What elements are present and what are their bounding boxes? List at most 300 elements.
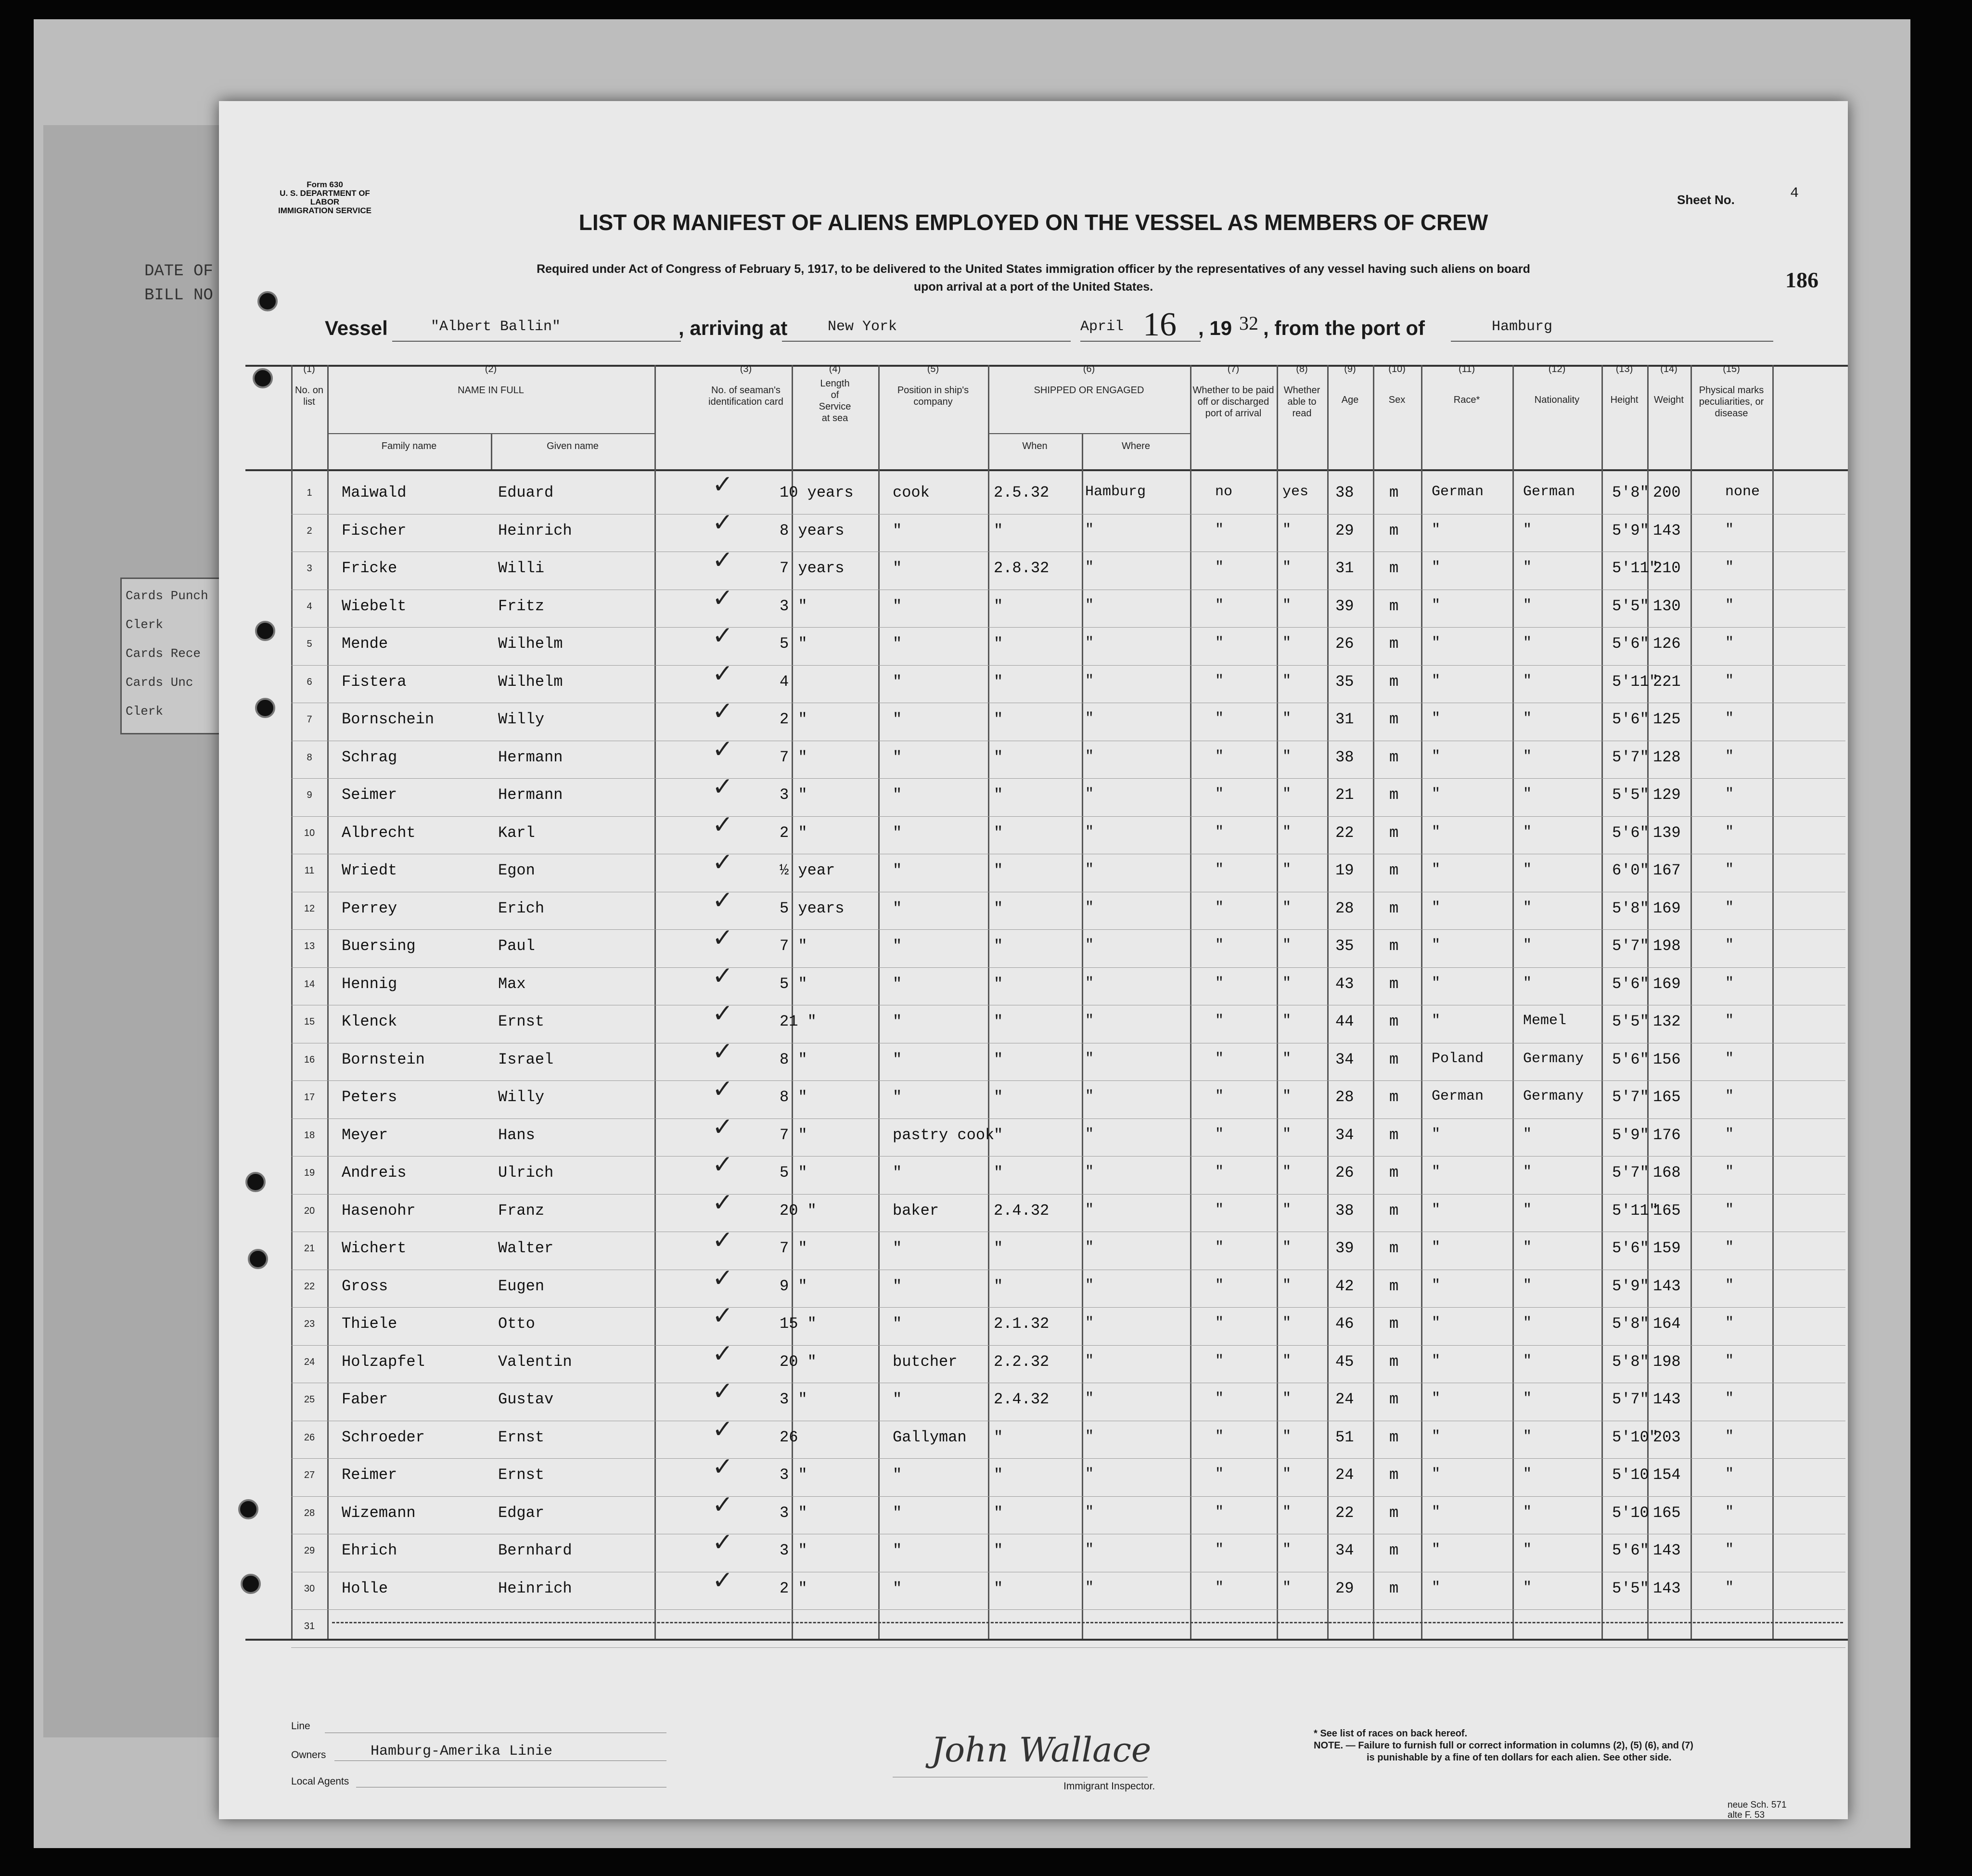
cell-nat: " [1523, 975, 1532, 991]
cell-given: Ernst [498, 1428, 545, 1446]
col-service-header [792, 363, 878, 424]
col-number: (11) [1458, 364, 1475, 374]
cell-family: Hennig [342, 975, 397, 993]
cell-read: " [1282, 710, 1292, 727]
cell-position: " [893, 1466, 902, 1484]
row-number: 11 [304, 865, 315, 876]
cell-height: 5'5" [1612, 597, 1649, 615]
cell-age: 19 [1335, 861, 1354, 879]
check-mark: ✓ [712, 810, 733, 839]
cell-read: " [1282, 1503, 1292, 1520]
row-number: 2 [307, 525, 312, 536]
cell-race: " [1432, 937, 1441, 953]
cell-when: " [994, 1277, 1003, 1295]
cell-weight: 139 [1653, 823, 1681, 842]
cell-position: " [893, 1503, 902, 1522]
cell-height: 5'5" [1612, 1013, 1649, 1030]
punch-hole [248, 1249, 268, 1269]
cell-family: Ehrich [342, 1542, 397, 1559]
cards-stamp-line: Cards Punch [126, 589, 208, 603]
cell-height: 5'5" [1612, 786, 1649, 804]
cell-nat: " [1523, 1352, 1532, 1369]
column-divider [1512, 365, 1514, 1639]
cell-sex: m [1389, 1239, 1399, 1257]
vessel-label: Vessel [325, 317, 388, 339]
cell-height: 5'6" [1612, 823, 1649, 842]
row-number: 3 [307, 563, 312, 574]
cell-given: Bernhard [498, 1542, 572, 1559]
cell-given: Heinrich [498, 1579, 572, 1597]
cell-where: " [1085, 710, 1094, 727]
cell-service: 7 " [780, 937, 807, 955]
cell-weight: 129 [1653, 786, 1681, 804]
cell-height: 5'11" [1612, 672, 1659, 691]
col-when: When [1022, 441, 1048, 451]
check-mark: ✓ [712, 773, 733, 801]
col-no-header [291, 363, 327, 408]
cell-position: " [893, 635, 902, 653]
cell-age: 38 [1335, 748, 1354, 766]
cell-given: Max [498, 975, 526, 993]
cell-family: Albrecht [342, 823, 416, 842]
cell-family: Wizemann [342, 1503, 416, 1522]
column-divider [1772, 365, 1774, 1639]
col-label: SHIPPED OR ENGAGED [1034, 385, 1144, 396]
cell-where: " [1085, 1013, 1094, 1029]
cell-age: 43 [1335, 975, 1354, 993]
row-rule [291, 1080, 1845, 1081]
cell-given: Valentin [498, 1352, 572, 1371]
cell-where: " [1085, 1050, 1094, 1067]
cards-stamp-line: Clerk [126, 617, 164, 632]
cell-marks: " [1725, 672, 1734, 689]
row-rule [291, 778, 1845, 779]
cell-marks: " [1725, 635, 1734, 651]
check-mark: ✓ [712, 1037, 733, 1066]
cell-position: butcher [893, 1352, 958, 1371]
cell-family: Wichert [342, 1239, 407, 1257]
cell-paid: " [1215, 710, 1224, 727]
departure-line [1451, 341, 1773, 342]
cell-nat: " [1523, 1503, 1532, 1520]
cell-marks: " [1725, 861, 1734, 878]
col-paid-header [1190, 363, 1277, 419]
punch-hole [238, 1499, 258, 1519]
race-note: * See list of races on back hereof. [1314, 1728, 1468, 1739]
cell-service: 3 " [780, 1542, 807, 1559]
cell-where: " [1085, 1352, 1094, 1369]
cell-age: 22 [1335, 823, 1354, 842]
cell-position: " [893, 672, 902, 691]
cell-given: Walter [498, 1239, 554, 1257]
check-mark: ✓ [712, 1226, 733, 1254]
cell-where: " [1085, 1542, 1094, 1558]
cell-service: 2 " [780, 1579, 807, 1597]
cell-where: " [1085, 1201, 1094, 1218]
cell-service: 5 " [780, 1164, 807, 1182]
cell-marks: " [1725, 1277, 1734, 1294]
cell-age: 29 [1335, 1579, 1354, 1597]
cell-height: 5'6" [1612, 975, 1649, 993]
cell-where: " [1085, 937, 1094, 953]
check-mark: ✓ [712, 924, 733, 952]
row-number: 17 [304, 1092, 315, 1103]
cell-paid: " [1215, 635, 1224, 651]
from-label: , from the port of [1263, 317, 1425, 339]
cell-age: 39 [1335, 1239, 1354, 1257]
cell-nat: " [1523, 1277, 1532, 1294]
cell-weight: 200 [1653, 484, 1681, 501]
cell-height: 5'9" [1612, 1277, 1649, 1295]
col-position-header [878, 363, 988, 408]
cell-sex: m [1389, 1428, 1399, 1446]
cell-height: 5'7" [1612, 1390, 1649, 1408]
cell-weight: 169 [1653, 975, 1681, 993]
cell-when: " [994, 1239, 1003, 1257]
cell-given: Wilhelm [498, 635, 563, 653]
cell-position: pastry cook [893, 1126, 995, 1144]
cell-where: " [1085, 899, 1094, 916]
cell-position: " [893, 1013, 902, 1030]
owners-value: Hamburg-Amerika Linie [371, 1743, 553, 1760]
vessel-name: "Albert Ballin" [431, 319, 561, 335]
cell-read: " [1282, 1277, 1292, 1294]
cell-race: " [1432, 1277, 1441, 1294]
cell-position: " [893, 786, 902, 804]
row-rule [291, 1194, 1845, 1195]
cell-service: 5 " [780, 635, 807, 653]
cell-position: " [893, 521, 902, 540]
cell-marks: none [1725, 484, 1760, 500]
cell-read: " [1282, 1013, 1292, 1029]
cell-race: " [1432, 823, 1441, 840]
cell-position: " [893, 899, 902, 917]
cell-nat: " [1523, 786, 1532, 802]
cell-position: cook [893, 484, 930, 501]
cell-age: 21 [1335, 786, 1354, 804]
cell-nat: German [1523, 484, 1575, 500]
cell-given: Erich [498, 899, 545, 917]
row-rule [291, 665, 1845, 666]
vessel-line [392, 341, 681, 342]
cell-family: Faber [342, 1390, 388, 1408]
cell-nat: " [1523, 1239, 1532, 1256]
cell-service: 3 " [780, 1503, 807, 1522]
cell-race: " [1432, 975, 1441, 991]
cell-paid: " [1215, 1503, 1224, 1520]
cell-service: 8 years [780, 521, 845, 540]
row-number: 22 [304, 1281, 315, 1292]
cell-service: 4 [780, 672, 789, 691]
sheet-no-label: Sheet No. [1677, 193, 1735, 207]
cell-read: " [1282, 1315, 1292, 1331]
cell-height: 5'8" [1612, 899, 1649, 917]
cell-position: " [893, 1390, 902, 1408]
cell-nat: Germany [1523, 1088, 1584, 1105]
cell-family: Hasenohr [342, 1201, 416, 1220]
cell-when: " [994, 1466, 1003, 1484]
cell-given: Wilhelm [498, 672, 563, 691]
cell-marks: " [1725, 899, 1734, 916]
cell-weight: 176 [1653, 1126, 1681, 1144]
cell-read: " [1282, 597, 1292, 614]
col-number: (1) [303, 364, 315, 374]
cell-family: Maiwald [342, 484, 407, 501]
cell-position: " [893, 1277, 902, 1295]
cell-read: " [1282, 937, 1292, 953]
cell-age: 22 [1335, 1503, 1354, 1522]
row-number: 27 [304, 1470, 315, 1480]
cell-age: 46 [1335, 1315, 1354, 1333]
cell-weight: 210 [1653, 559, 1681, 577]
cell-where: " [1085, 1239, 1094, 1256]
row-number: 26 [304, 1432, 315, 1443]
cell-paid: " [1215, 672, 1224, 689]
cell-given: Fritz [498, 597, 545, 615]
underlying-page-edge [43, 125, 245, 1737]
row-rule [291, 816, 1845, 817]
fine-note: NOTE. — Failure to furnish full or correct information in columns (2), (5) (6), and (7) [1314, 1740, 1693, 1751]
cell-position: " [893, 1164, 902, 1182]
arrival-day: 16 [1143, 306, 1177, 343]
cell-given: Ulrich [498, 1164, 554, 1182]
agents-label: Local Agents [291, 1776, 349, 1787]
cell-marks: " [1725, 1428, 1734, 1445]
cell-nat: " [1523, 1315, 1532, 1331]
cell-when: " [994, 1428, 1003, 1446]
cell-height: 5'5" [1612, 1579, 1649, 1597]
cell-family: Bornstein [342, 1050, 425, 1068]
cell-family: Thiele [342, 1315, 397, 1333]
col-sex-header [1373, 363, 1421, 406]
cell-weight: 126 [1653, 635, 1681, 653]
form-subtitle-2: upon arrival at a port of the United States. [913, 280, 1153, 294]
cell-read: " [1282, 1352, 1292, 1369]
col-label: NAME IN FULL [458, 385, 524, 396]
cell-position: " [893, 1050, 902, 1068]
cell-position: " [893, 861, 902, 879]
check-mark: ✓ [712, 584, 733, 612]
cell-sex: m [1389, 899, 1399, 917]
row-number: 1 [307, 488, 312, 498]
col-label: Whether able to read [1283, 385, 1320, 419]
cell-race: Poland [1432, 1050, 1484, 1067]
cell-when: " [994, 672, 1003, 691]
cell-given: Ernst [498, 1013, 545, 1030]
cell-service: 15 " [780, 1315, 817, 1333]
cell-where: Hamburg [1085, 484, 1146, 500]
cell-given: Israel [498, 1050, 554, 1068]
cell-marks: " [1725, 1390, 1734, 1407]
cell-paid: " [1215, 861, 1224, 878]
cell-when: " [994, 975, 1003, 993]
cell-when: " [994, 1579, 1003, 1597]
arrival-month: April [1080, 319, 1124, 335]
cell-race: " [1432, 672, 1441, 689]
punch-hole [255, 698, 275, 718]
cell-sex: m [1389, 1315, 1399, 1333]
cell-family: Mende [342, 635, 388, 653]
cell-paid: " [1215, 748, 1224, 765]
cell-given: Willi [498, 559, 545, 577]
cell-when: " [994, 937, 1003, 955]
cell-weight: 128 [1653, 748, 1681, 766]
cell-weight: 165 [1653, 1503, 1681, 1522]
cell-paid: " [1215, 1013, 1224, 1029]
cell-when: " [994, 1542, 1003, 1559]
col-family-name: Family name [381, 441, 437, 451]
cell-marks: " [1725, 748, 1734, 765]
cell-nat: " [1523, 937, 1532, 953]
cell-family: Fricke [342, 559, 397, 577]
cell-weight: 156 [1653, 1050, 1681, 1068]
col-label: Length of Service at sea [819, 378, 851, 424]
form-subtitle: Required under Act of Congress of February 5, 1917, to be delivered to the United States immigration officer by the representatives of any vessel having such aliens on board [537, 262, 1530, 276]
cell-when: " [994, 521, 1003, 540]
cell-race: " [1432, 710, 1441, 727]
check-mark: ✓ [712, 659, 733, 688]
col-number: (6) [1083, 364, 1095, 374]
column-divider [792, 365, 793, 1639]
cell-read: " [1282, 559, 1292, 576]
cell-given: Hans [498, 1126, 535, 1144]
cell-service: 3 " [780, 1466, 807, 1484]
cell-paid: " [1215, 1050, 1224, 1067]
cell-read: " [1282, 899, 1292, 916]
cell-age: 34 [1335, 1050, 1354, 1068]
check-mark: ✓ [712, 622, 733, 650]
col-shipped-header [988, 363, 1190, 396]
cell-race: " [1432, 1352, 1441, 1369]
cell-nat: " [1523, 1164, 1532, 1180]
departure-port: Hamburg [1492, 319, 1553, 335]
cell-age: 28 [1335, 1088, 1354, 1106]
cell-race: " [1432, 1542, 1441, 1558]
cell-where: " [1085, 975, 1094, 991]
cell-where: " [1085, 1503, 1094, 1520]
cell-height: 5'9" [1612, 1126, 1649, 1144]
cell-read: " [1282, 1164, 1292, 1180]
column-divider [1647, 365, 1649, 1639]
cell-sex: m [1389, 1503, 1399, 1522]
cell-read: " [1282, 521, 1292, 538]
col-number: (2) [485, 364, 497, 374]
cell-sex: m [1389, 559, 1399, 577]
row-number: 7 [307, 714, 312, 725]
punch-hole [253, 368, 273, 388]
port-line [782, 341, 1071, 342]
cell-marks: " [1725, 1466, 1734, 1482]
cell-nat: " [1523, 559, 1532, 576]
row-number: 14 [304, 978, 315, 989]
row-number: 13 [304, 941, 315, 951]
row-number: 12 [304, 903, 315, 914]
cell-given: Karl [498, 823, 535, 842]
cell-height: 5'11" [1612, 559, 1659, 577]
cell-where: " [1085, 1088, 1094, 1105]
row-rule [291, 1496, 1845, 1497]
cell-when: " [994, 786, 1003, 804]
cell-service: 20 " [780, 1201, 817, 1220]
col-number: (3) [740, 364, 752, 374]
cell-paid: " [1215, 1315, 1224, 1331]
cell-when: " [994, 710, 1003, 728]
cell-marks: " [1725, 1315, 1734, 1331]
cell-weight: 168 [1653, 1164, 1681, 1182]
cell-when: 2.8.32 [994, 559, 1050, 577]
cell-where: " [1085, 786, 1094, 802]
row-rule [291, 1118, 1845, 1119]
row-rule [291, 1345, 1845, 1346]
cell-age: 34 [1335, 1542, 1354, 1559]
cell-where: " [1085, 1277, 1094, 1294]
cell-position: " [893, 1579, 902, 1597]
col-label: Physical marks peculiarities, or disease [1699, 385, 1764, 419]
cell-family: Holle [342, 1579, 388, 1597]
cell-sex: m [1389, 786, 1399, 804]
schedule-new: neue Sch. 571 [1728, 1800, 1787, 1810]
cell-nat: " [1523, 672, 1532, 689]
cell-paid: " [1215, 1579, 1224, 1596]
cell-nat: Memel [1523, 1013, 1567, 1029]
col-label: Nationality [1534, 395, 1580, 405]
cell-paid: " [1215, 1126, 1224, 1143]
cell-marks: " [1725, 1579, 1734, 1596]
cell-height: 6'0" [1612, 861, 1649, 879]
cell-marks: " [1725, 1126, 1734, 1143]
cell-family: Reimer [342, 1466, 397, 1484]
cell-sex: m [1389, 521, 1399, 540]
punch-hole [245, 1172, 266, 1192]
row-rule [291, 1647, 1845, 1648]
cell-race: " [1432, 861, 1441, 878]
column-divider [1327, 365, 1329, 1639]
cell-paid: " [1215, 1164, 1224, 1180]
cell-height: 5'10" [1612, 1428, 1659, 1446]
cell-weight: 167 [1653, 861, 1681, 879]
row-number: 28 [304, 1507, 315, 1518]
schedule-ref [1728, 1800, 1787, 1820]
row-number: 16 [304, 1054, 315, 1065]
cell-given: Heinrich [498, 521, 572, 540]
cell-given: Willy [498, 710, 545, 728]
row-number: 18 [304, 1130, 315, 1141]
cell-paid: " [1215, 786, 1224, 802]
cell-where: " [1085, 1126, 1094, 1143]
cell-service: 2 " [780, 710, 807, 728]
cell-race: " [1432, 1503, 1441, 1520]
cell-sex: m [1389, 1579, 1399, 1597]
cell-height: 5'9" [1612, 521, 1649, 540]
cell-given: Ernst [498, 1466, 545, 1484]
cell-where: " [1085, 1315, 1094, 1331]
cell-sex: m [1389, 975, 1399, 993]
cell-weight: 198 [1653, 1352, 1681, 1371]
inspector-signature: John Wallace [931, 1730, 1152, 1770]
cell-given: Gustav [498, 1390, 554, 1408]
cell-paid: " [1215, 899, 1224, 916]
col-label: Position in ship's company [897, 385, 969, 407]
col-idcard-header [700, 363, 792, 408]
cell-sex: m [1389, 1277, 1399, 1295]
cell-position: " [893, 1239, 902, 1257]
cell-weight: 143 [1653, 1277, 1681, 1295]
column-divider [327, 365, 329, 1639]
cell-position: " [893, 597, 902, 615]
cell-service: 26 [780, 1428, 798, 1446]
cell-weight: 132 [1653, 1013, 1681, 1030]
cell-sex: m [1389, 672, 1399, 691]
